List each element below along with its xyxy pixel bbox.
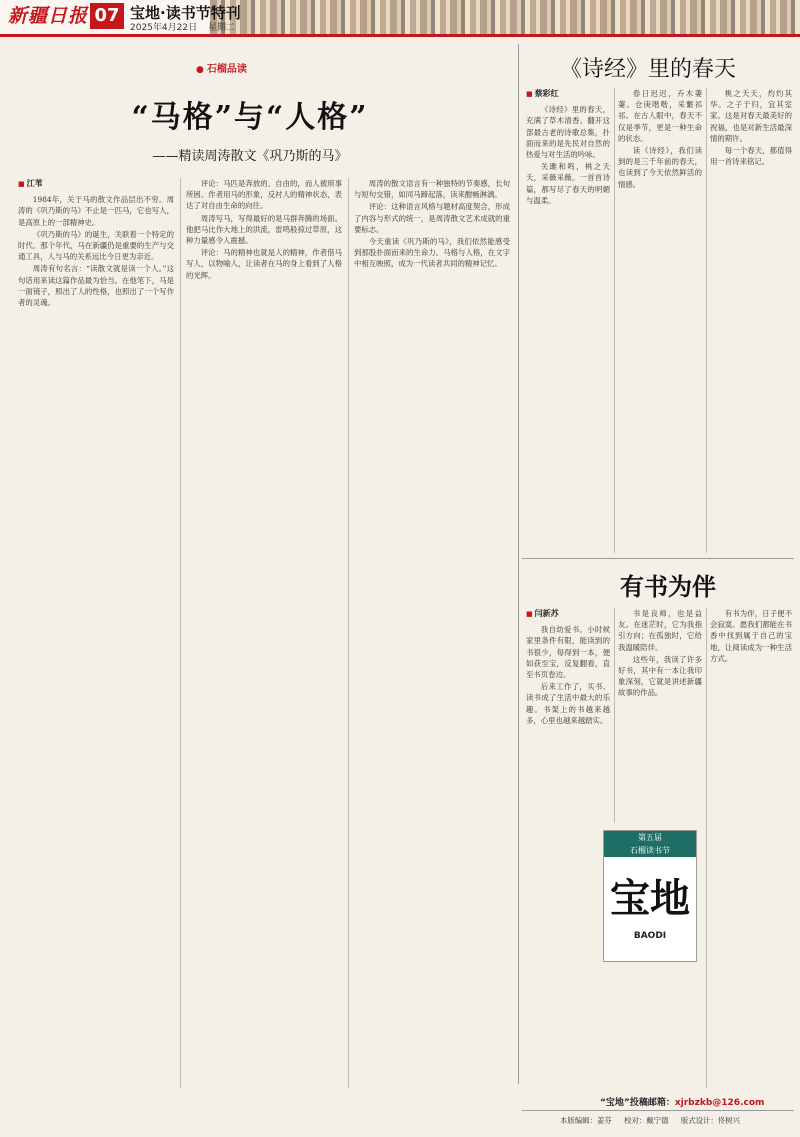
- paragraph: 有书为伴，日子便不会寂寞。愿我们都能在书香中找到属于自己的宝地，让阅读成为一种生活方式。: [710, 609, 792, 663]
- page-header: [0, 0, 800, 34]
- article-title-poetry: 《诗经》里的春天: [560, 57, 737, 82]
- paragraph: 今天重读《巩乃斯的马》，我们依然能感受到那股扑面而来的生命力。马格与人格，在文字中相互映照，成为一代读者共同的精神记忆。: [354, 237, 510, 269]
- left-article-col-3: [354, 178, 510, 1088]
- right-bottom-col-2: [618, 608, 702, 823]
- paragraph: 《诗经》里的春天，充满了草木清香。翻开这部最古老的诗歌总集，扑面而来的是先民对自然的热爱与对生活的吟咏。: [526, 105, 610, 160]
- left-article-col-2: [186, 178, 342, 1088]
- newspaper-logo: 新疆日报: [8, 5, 89, 27]
- section-divider: [518, 44, 519, 1084]
- paragraph: 评论：马匹是奔放的、自由的，而人被琐事所困。作者用马的形象，反衬人的精神状态，表达了对自由生命的向往。: [186, 179, 342, 211]
- column-divider: [706, 608, 707, 1088]
- paragraph: 我自幼爱书。小时候家里条件有限，能读到的书很少，每得到一本，便如获至宝，反复翻看，直至书页卷边。: [526, 625, 610, 680]
- right-bottom-col-1: [526, 608, 610, 1088]
- column-divider: [348, 178, 349, 1088]
- book-cover-title: 宝地: [610, 875, 690, 922]
- paragraph: 评论：马的精神也就是人的精神，作者借马写人，以物喻人，让读者在马的身上看到了人格的光辉。: [186, 248, 342, 280]
- paragraph: 桃之夭夭，灼灼其华。之子于归，宜其室家。这是对春天最美好的祝福，也是对新生活最深情的期许。: [710, 89, 792, 143]
- book-cover-image: [603, 830, 697, 962]
- email-link[interactable]: xjrbzkb@126.com: [674, 1098, 765, 1108]
- right-top-col-2: [618, 88, 702, 553]
- publish-date: 2025年4月22日: [130, 23, 198, 33]
- article-author: ■ 闫新苏: [526, 609, 559, 618]
- book-cover-english: BAODI: [633, 931, 667, 941]
- paragraph: 周涛写马，写得最好的是马群奔腾的场面。他把马比作大地上的洪流，雷鸣般掠过草原，这种力量感令人震撼。: [186, 213, 342, 246]
- article-author: ■ 蔡彩红: [526, 89, 559, 98]
- date-line: [130, 20, 243, 33]
- paragraph: 《巩乃斯的马》的诞生，关联着一个特定的时代。那个年代，马在新疆仍是重要的生产与交通工具，人与马的关系远比今日更为亲近。: [18, 229, 174, 262]
- article-tag: ● 石榴品读: [196, 60, 247, 75]
- header-divider: [0, 34, 800, 37]
- paragraph: 春日迟迟，卉木萋萋。仓庚喈喈，采蘩祁祁。在古人眼中，春天不仅是季节，更是一种生命的状态。: [618, 89, 702, 143]
- article-title: “马格”与“人格”: [131, 100, 369, 135]
- paragraph: 关雎和鸣，桃之夭夭，采薇采薇。一首首诗篇，都写尽了春天的明媚与温柔。: [526, 162, 610, 205]
- editor-credits: 本版编辑：姜芬 校对：戴宁德 版式设计：佟树兴: [560, 1116, 740, 1125]
- section-title: 宝地·读书节特刊: [130, 4, 241, 22]
- paragraph: 这些年，我读了许多好书，其中有一本让我印象深刻，它就是讲述新疆故事的作品。: [618, 654, 702, 698]
- paragraph: 周涛的散文语言有一种独特的节奏感，长句与短句交错，如同马蹄起落，读来酣畅淋漓。: [354, 179, 510, 200]
- right-bottom-col-3: [710, 608, 792, 1088]
- book-cover-series: 第五届 石榴读书节: [604, 831, 696, 857]
- footer-divider: [522, 1110, 794, 1111]
- paragraph: 读《诗经》，我们读到的是三千年前的春天，也读到了今天依然鲜活的情感。: [618, 146, 702, 189]
- submission-email: “宝地”投稿邮箱：xjrbzkb@126.com: [600, 1098, 765, 1108]
- column-divider: [180, 178, 181, 1088]
- header-bookshelf-image: [207, 0, 800, 34]
- paragraph: 周涛有句名言：“读散文就是读一个人。”这句话用来读这篇作品最为恰当。在他笔下，马是一面镜子，照出了人的性格，也照出了一个写作者的灵魂。: [18, 264, 174, 308]
- paragraph: 每一个春天，都值得用一首诗来铭记。: [710, 146, 792, 167]
- column-divider: [706, 88, 707, 553]
- paragraph: 评论：这种语言风格与题材高度契合，形成了内容与形式的统一，是周涛散文艺术成就的重要标志。: [354, 202, 510, 234]
- right-top-col-1: [526, 88, 610, 553]
- paragraph: 书是良师，也是益友。在迷茫时，它为我指引方向；在孤独时，它给我温暖陪伴。: [618, 609, 702, 652]
- paragraph: 后来工作了，买书、读书成了生活中最大的乐趣。书架上的书越来越多，心里也越来越踏实。: [526, 682, 610, 725]
- paragraph: 1984年，关于马的散文作品层出不穷。周涛的《巩乃斯的马》不止是一匹马，它也写人，是高原上的一部精神史。: [18, 195, 174, 227]
- section-divider: [522, 558, 794, 559]
- right-top-col-3: [710, 88, 792, 553]
- left-article-col-1: [18, 178, 174, 1088]
- article-subtitle: ——精读周涛散文《巩乃斯的马》: [152, 149, 348, 164]
- column-divider: [614, 608, 615, 823]
- article-title-books: 有书为伴: [620, 572, 716, 601]
- article-author: ■ 江苇: [18, 179, 43, 188]
- column-divider: [614, 88, 615, 553]
- page-number: 07: [90, 3, 124, 29]
- publish-weekday: 星期二: [207, 23, 235, 33]
